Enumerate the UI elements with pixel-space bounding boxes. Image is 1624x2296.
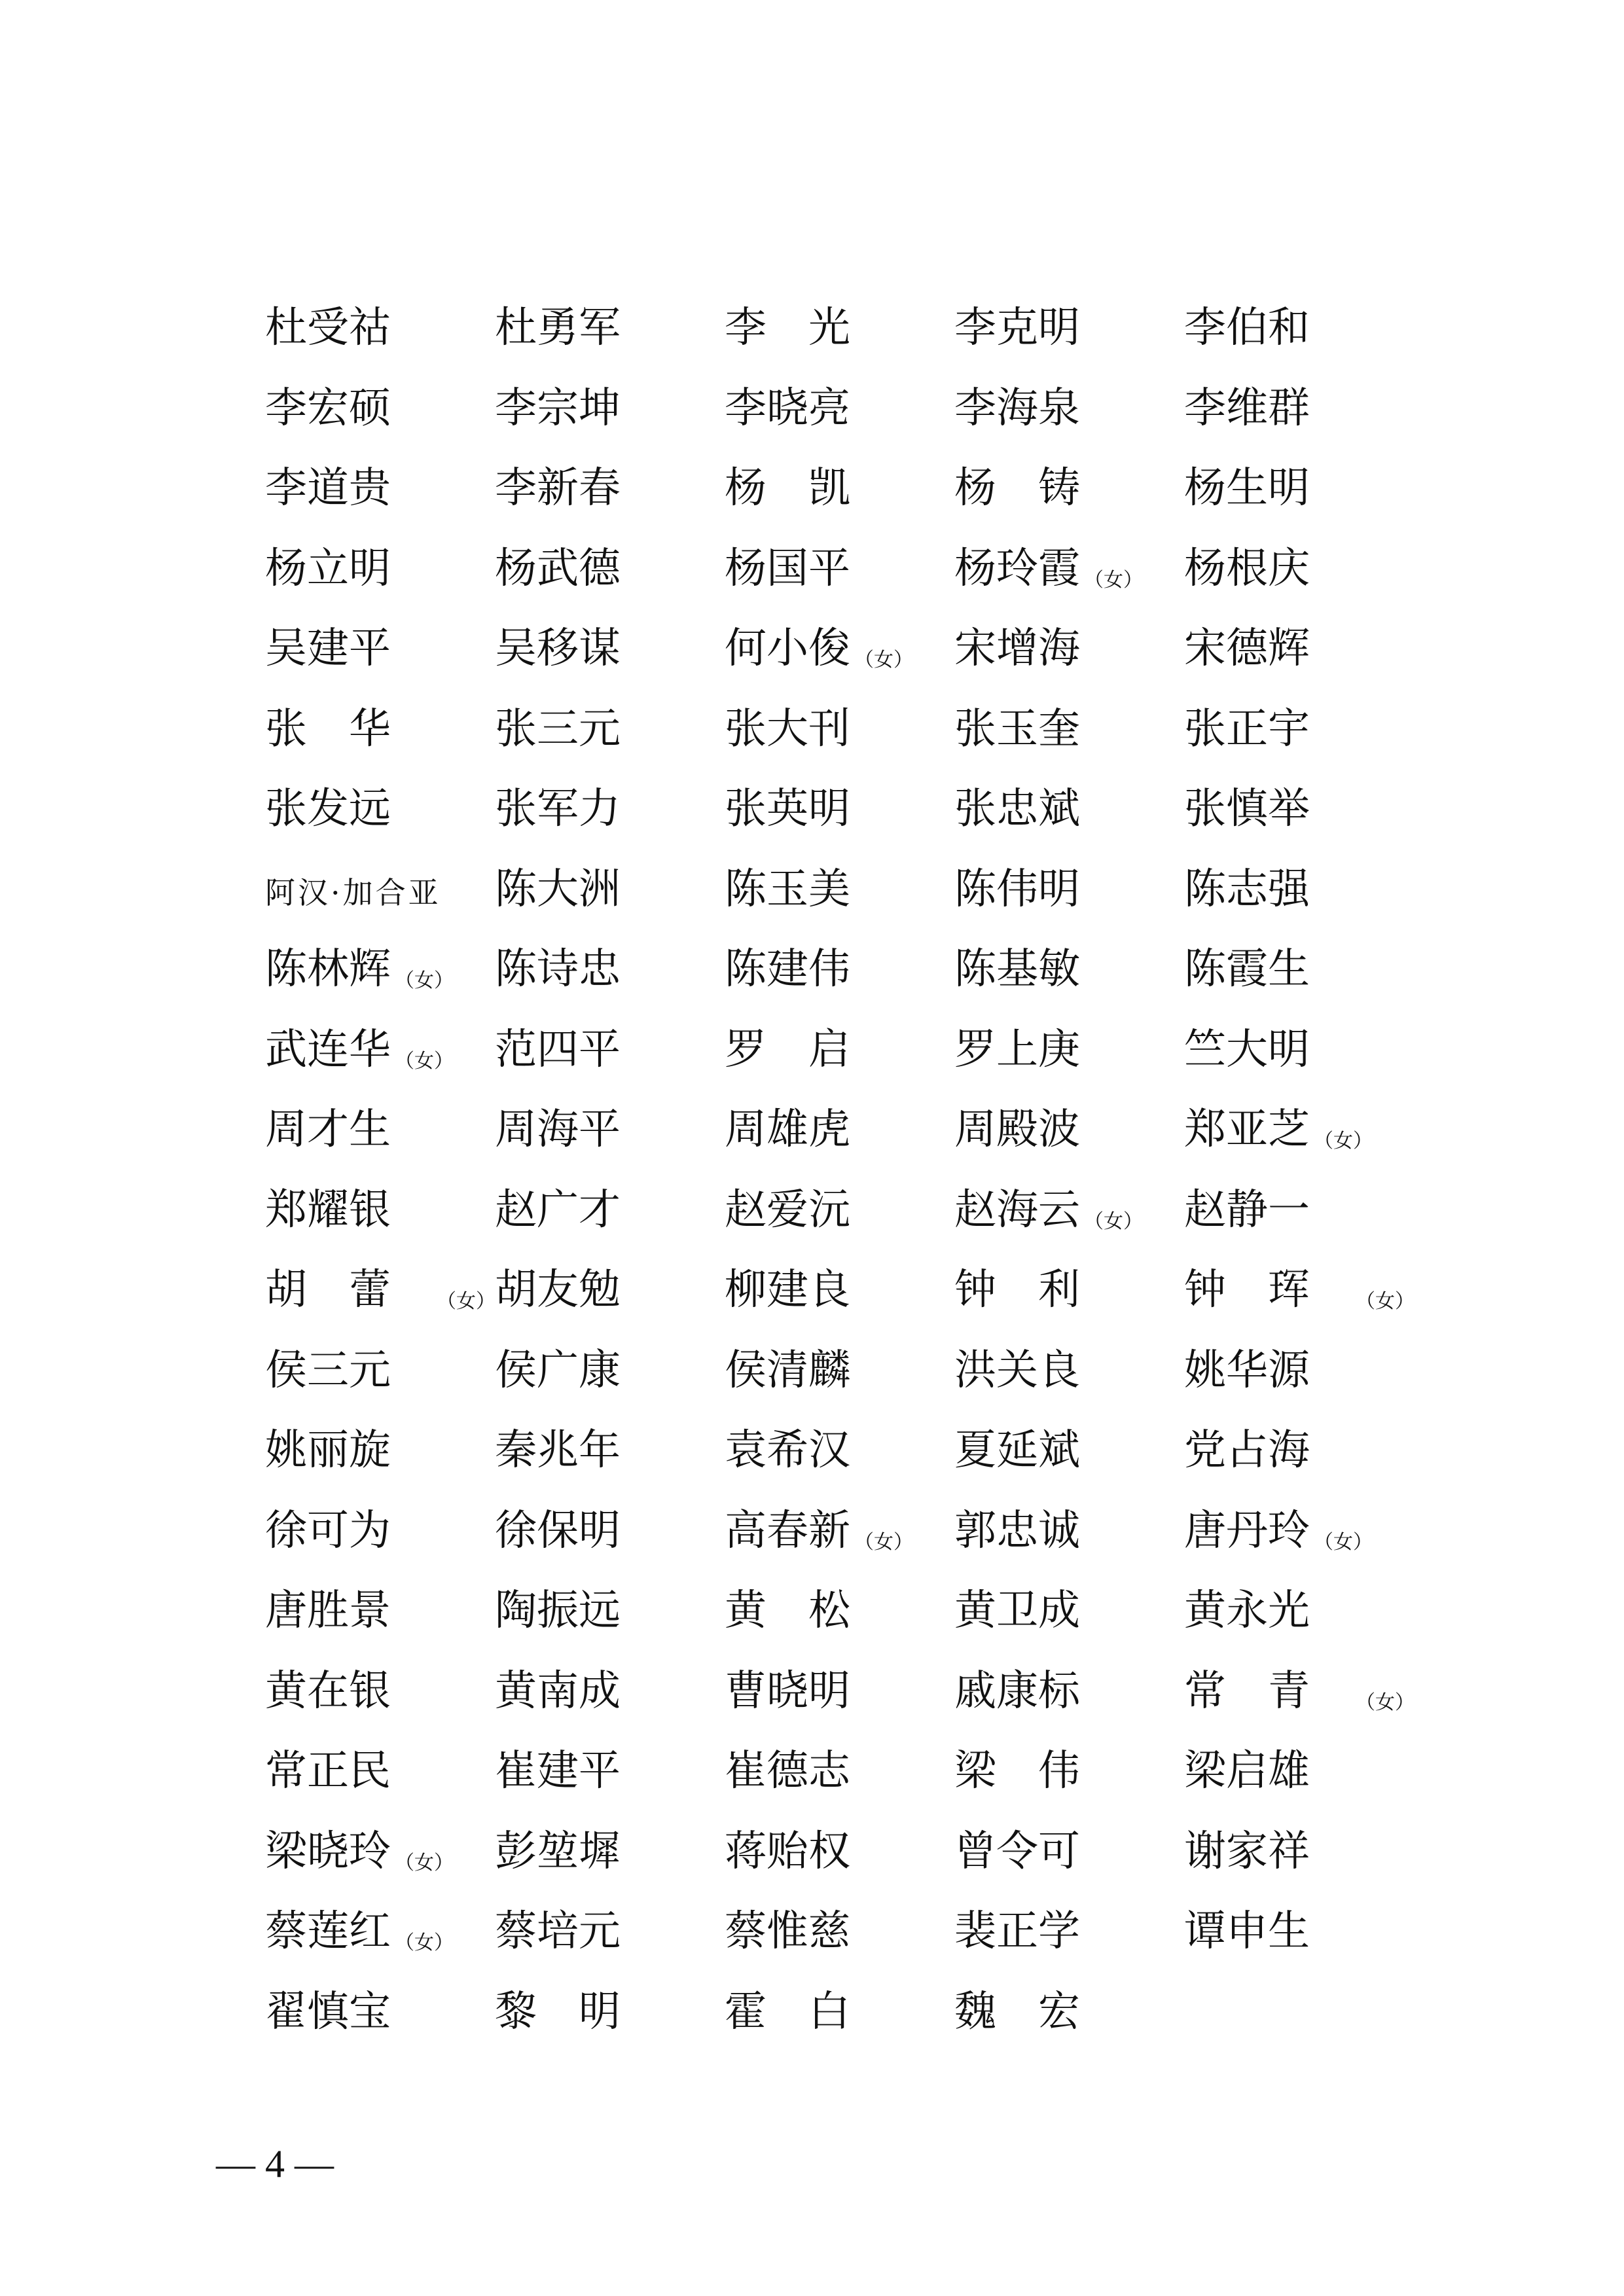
name-row	[265, 769, 1417, 850]
name-row	[265, 689, 1417, 770]
name-entry	[1184, 624, 1414, 673]
name-entry	[495, 785, 725, 834]
name-entry	[495, 1426, 725, 1475]
name-entry	[954, 1025, 1184, 1074]
person-name: 杨生明	[1184, 464, 1310, 513]
name-entry	[495, 464, 725, 513]
person-name: 梁伟	[954, 1747, 1122, 1796]
person-name: 徐保明	[495, 1506, 621, 1555]
name-entry	[725, 1506, 954, 1555]
person-name: 杜勇军	[495, 304, 621, 353]
name-entry	[725, 1185, 954, 1234]
name-entry	[265, 1907, 495, 1956]
person-name: 杨国平	[725, 544, 850, 593]
person-name: 翟慎宝	[265, 1987, 391, 2036]
name-row	[265, 1410, 1417, 1491]
person-name: 曹晓明	[725, 1666, 850, 1715]
person-name: 钟珲	[1184, 1266, 1352, 1315]
person-name: 李宗坤	[495, 384, 621, 433]
person-name: 李克明	[954, 304, 1080, 353]
name-entry	[954, 785, 1184, 834]
name-entry	[495, 1346, 725, 1395]
name-entry	[954, 1587, 1184, 1636]
gender-note: （女）	[395, 969, 454, 993]
name-row	[265, 1731, 1417, 1812]
name-entry	[265, 1346, 495, 1395]
gender-note: （女）	[1084, 568, 1143, 592]
name-entry	[1184, 1426, 1414, 1475]
person-name: 魏宏	[954, 1987, 1122, 2036]
person-name: 常正民	[265, 1747, 391, 1796]
name-entry	[495, 304, 725, 353]
person-name: 党占海	[1184, 1426, 1310, 1475]
name-entry	[495, 1587, 725, 1636]
name-entry	[1184, 464, 1414, 513]
person-name: 秦兆年	[495, 1426, 621, 1475]
name-entry	[1184, 384, 1414, 433]
person-name: 宋德辉	[1184, 624, 1310, 673]
person-name: 陈伟明	[954, 865, 1080, 914]
gender-note: （女）	[395, 1851, 454, 1874]
person-name: 黄松	[725, 1587, 892, 1636]
name-entry	[1184, 304, 1414, 353]
name-entry	[495, 1907, 725, 1956]
gender-note: （女）	[1356, 1691, 1415, 1714]
name-row	[265, 1651, 1417, 1732]
person-name: 郑耀银	[265, 1185, 391, 1234]
person-name: 张三元	[495, 704, 621, 753]
person-name: 蒋贻权	[725, 1827, 850, 1876]
person-name: 杨根庆	[1184, 544, 1310, 593]
person-name: 梁晓玲	[265, 1827, 391, 1876]
name-entry	[1184, 785, 1414, 834]
name-entry	[265, 384, 495, 433]
name-entry	[1184, 1105, 1414, 1155]
person-name: 杜受祜	[265, 304, 391, 353]
name-entry	[725, 464, 954, 513]
name-entry	[495, 1827, 725, 1876]
person-name: 李伯和	[1184, 304, 1310, 353]
person-name: 李光	[725, 304, 892, 353]
name-entry	[265, 1185, 495, 1234]
person-name: 张军力	[495, 785, 621, 834]
person-name: 唐胜景	[265, 1587, 391, 1636]
person-name: 钟利	[954, 1266, 1122, 1315]
name-entry	[1184, 544, 1414, 593]
name-row	[265, 1571, 1417, 1651]
name-entry	[725, 865, 954, 914]
name-row	[265, 1812, 1417, 1892]
name-entry	[1184, 704, 1414, 753]
name-row	[265, 529, 1417, 609]
name-entry	[954, 384, 1184, 433]
person-name: 谢家祥	[1184, 1827, 1310, 1876]
person-name: 姚丽旋	[265, 1426, 391, 1475]
name-entry	[495, 1105, 725, 1155]
name-entry	[725, 304, 954, 353]
person-name: 李道贵	[265, 464, 391, 513]
name-entry	[265, 1747, 495, 1796]
name-row	[265, 1090, 1417, 1170]
name-row	[265, 850, 1417, 930]
name-entry	[954, 1987, 1184, 2036]
name-row	[265, 1491, 1417, 1571]
person-name: 陶振远	[495, 1587, 621, 1636]
person-name: 崔建平	[495, 1747, 621, 1796]
person-name: 杨凯	[725, 464, 892, 513]
name-entry	[725, 1587, 954, 1636]
name-entry	[265, 704, 495, 753]
person-name: 侯广康	[495, 1346, 621, 1395]
person-name: 李维群	[1184, 384, 1310, 433]
name-entry	[1184, 1907, 1414, 1956]
name-entry	[265, 624, 495, 673]
gender-note: （女）	[1314, 1130, 1373, 1153]
name-row	[265, 288, 1417, 368]
name-entry	[954, 1506, 1184, 1555]
person-name: 崔德志	[725, 1747, 850, 1796]
name-entry	[725, 544, 954, 593]
person-name: 蔡惟慈	[725, 1907, 850, 1956]
person-name: 杨铸	[954, 464, 1122, 513]
name-entry	[265, 1587, 495, 1636]
name-entry	[265, 1426, 495, 1475]
name-entry	[265, 945, 495, 994]
person-name: 吴建平	[265, 624, 391, 673]
person-name: 郭忠诚	[954, 1506, 1080, 1555]
person-name: 张正宇	[1184, 704, 1310, 753]
person-name: 胡友勉	[495, 1266, 621, 1315]
person-name: 张华	[265, 704, 433, 753]
person-name: 曾令可	[954, 1827, 1080, 1876]
person-name: 黄卫成	[954, 1587, 1080, 1636]
name-entry	[725, 1025, 954, 1074]
person-name: 陈林辉	[265, 945, 391, 994]
person-name: 蔡培元	[495, 1907, 621, 1956]
name-row	[265, 1972, 1417, 2053]
person-name: 杨玲霞	[954, 544, 1080, 593]
person-name: 陈玉美	[725, 865, 850, 914]
name-entry	[265, 1827, 495, 1876]
name-entry	[495, 704, 725, 753]
gender-note: （女）	[854, 649, 913, 672]
name-entry	[1184, 1185, 1414, 1234]
name-entry	[725, 1907, 954, 1956]
name-entry	[725, 1426, 954, 1475]
person-name: 李海泉	[954, 384, 1080, 433]
gender-note: （女）	[1356, 1290, 1415, 1314]
name-entry	[725, 785, 954, 834]
name-entry	[954, 1426, 1184, 1475]
page-number: — 4 —	[216, 2142, 334, 2185]
name-entry	[495, 1506, 725, 1555]
person-name: 黄永光	[1184, 1587, 1310, 1636]
person-name: 张玉奎	[954, 704, 1080, 753]
person-name: 陈大洲	[495, 865, 621, 914]
person-name: 唐丹玲	[1184, 1506, 1310, 1555]
person-name: 赵海云	[954, 1185, 1080, 1234]
person-name: 洪关良	[954, 1346, 1080, 1395]
name-entry	[265, 1987, 495, 2036]
name-entry	[265, 1666, 495, 1715]
person-name: 张发远	[265, 785, 391, 834]
person-name: 吴移谋	[495, 624, 621, 673]
person-name: 胡蕾	[265, 1266, 433, 1315]
person-name: 陈建伟	[725, 945, 850, 994]
person-name: 周殿波	[954, 1105, 1080, 1155]
name-entry	[954, 624, 1184, 673]
name-entry	[1184, 865, 1414, 914]
name-entry	[725, 1987, 954, 2036]
name-entry	[725, 624, 954, 673]
person-name: 徐可为	[265, 1506, 391, 1555]
name-entry	[954, 704, 1184, 753]
person-name: 罗上庚	[954, 1025, 1080, 1074]
name-entry	[725, 1666, 954, 1715]
name-entry	[1184, 1747, 1414, 1796]
name-row	[265, 1331, 1417, 1411]
person-name: 罗启	[725, 1025, 892, 1074]
name-entry	[1184, 945, 1414, 994]
person-name: 梁启雄	[1184, 1747, 1310, 1796]
name-entry	[495, 624, 725, 673]
person-name: 侯清麟	[725, 1346, 850, 1395]
name-entry	[265, 869, 495, 910]
person-name: 高春新	[725, 1506, 850, 1555]
person-name: 侯三元	[265, 1346, 391, 1395]
person-name: 李晓亮	[725, 384, 850, 433]
gender-note: （女）	[854, 1530, 913, 1554]
person-name: 陈基敏	[954, 945, 1080, 994]
name-row	[265, 1170, 1417, 1251]
gender-note: （女）	[395, 1931, 454, 1955]
name-entry	[954, 304, 1184, 353]
name-row	[265, 1892, 1417, 1972]
name-row	[265, 609, 1417, 689]
name-entry	[495, 1666, 725, 1715]
name-list	[265, 288, 1417, 2052]
name-entry	[495, 1747, 725, 1796]
name-entry	[954, 1907, 1184, 1956]
person-name: 张英明	[725, 785, 850, 834]
name-row	[265, 368, 1417, 449]
person-name: 阿汉·加合亚	[265, 874, 441, 910]
person-name: 常青	[1184, 1666, 1352, 1715]
name-entry	[954, 1105, 1184, 1155]
name-entry	[954, 544, 1184, 593]
name-entry	[725, 945, 954, 994]
name-entry	[495, 384, 725, 433]
name-entry	[725, 384, 954, 433]
name-entry	[954, 945, 1184, 994]
name-entry	[954, 1266, 1184, 1315]
person-name: 蔡莲红	[265, 1907, 391, 1956]
name-row	[265, 1250, 1417, 1331]
person-name: 袁希汉	[725, 1426, 850, 1475]
person-name: 周海平	[495, 1105, 621, 1155]
person-name: 陈霞生	[1184, 945, 1310, 994]
name-entry	[1184, 1506, 1414, 1555]
person-name: 赵广才	[495, 1185, 621, 1234]
person-name: 裴正学	[954, 1907, 1080, 1956]
person-name: 周才生	[265, 1105, 391, 1155]
name-entry	[725, 1105, 954, 1155]
name-entry	[725, 1346, 954, 1395]
gender-note: （女）	[1314, 1530, 1373, 1554]
name-entry	[954, 1747, 1184, 1796]
name-entry	[495, 1987, 725, 2036]
name-entry	[725, 1266, 954, 1315]
name-entry	[954, 1185, 1184, 1234]
name-entry	[265, 304, 495, 353]
name-entry	[265, 1266, 496, 1315]
name-entry	[954, 1346, 1184, 1395]
person-name: 郑亚芝	[1184, 1105, 1310, 1155]
person-name: 柳建良	[725, 1266, 850, 1315]
name-entry	[265, 1506, 495, 1555]
person-name: 戚康标	[954, 1666, 1080, 1715]
person-name: 杨武德	[495, 544, 621, 593]
name-entry	[954, 464, 1184, 513]
name-entry	[725, 1747, 954, 1796]
person-name: 周雄虎	[725, 1105, 850, 1155]
person-name: 谭申生	[1184, 1907, 1310, 1956]
name-entry	[265, 464, 495, 513]
person-name: 姚华源	[1184, 1346, 1310, 1395]
person-name: 杨立明	[265, 544, 391, 593]
person-name: 霍白	[725, 1987, 892, 2036]
name-row	[265, 929, 1417, 1010]
name-entry	[495, 945, 725, 994]
name-entry	[725, 1827, 954, 1876]
name-entry	[1184, 1266, 1415, 1315]
person-name: 黄南成	[495, 1666, 621, 1715]
person-name: 黎明	[495, 1987, 662, 2036]
person-name: 李宏硕	[265, 384, 391, 433]
name-row	[265, 448, 1417, 529]
person-name: 夏延斌	[954, 1426, 1080, 1475]
name-entry	[265, 544, 495, 593]
person-name: 竺大明	[1184, 1025, 1310, 1074]
person-name: 何小俊	[725, 624, 850, 673]
person-name: 张大刊	[725, 704, 850, 753]
person-name: 张忠斌	[954, 785, 1080, 834]
name-entry	[495, 1025, 725, 1074]
person-name: 武连华	[265, 1025, 391, 1074]
name-entry	[725, 704, 954, 753]
person-name: 陈诗忠	[495, 945, 621, 994]
name-entry	[954, 1666, 1184, 1715]
name-entry	[954, 1827, 1184, 1876]
name-entry	[265, 1025, 495, 1074]
name-entry	[495, 544, 725, 593]
name-entry	[954, 865, 1184, 914]
name-entry	[1184, 1587, 1414, 1636]
name-entry	[495, 865, 725, 914]
name-entry	[1184, 1666, 1415, 1715]
name-entry	[1184, 1025, 1414, 1074]
person-name: 赵爱沅	[725, 1185, 850, 1234]
name-entry	[265, 1105, 495, 1155]
name-entry	[1184, 1827, 1414, 1876]
name-entry	[265, 785, 495, 834]
gender-note: （女）	[1084, 1210, 1143, 1233]
name-entry	[1184, 1346, 1414, 1395]
person-name: 宋增海	[954, 624, 1080, 673]
name-row	[265, 1010, 1417, 1090]
gender-note: （女）	[395, 1049, 454, 1073]
person-name: 陈志强	[1184, 865, 1310, 914]
person-name: 范四平	[495, 1025, 621, 1074]
name-entry	[495, 1266, 725, 1315]
person-name: 赵静一	[1184, 1185, 1310, 1234]
person-name: 黄在银	[265, 1666, 391, 1715]
person-name: 张慎举	[1184, 785, 1310, 834]
gender-note: （女）	[437, 1290, 496, 1314]
person-name: 李新春	[495, 464, 621, 513]
name-entry	[495, 1185, 725, 1234]
person-name: 彭堃墀	[495, 1827, 621, 1876]
